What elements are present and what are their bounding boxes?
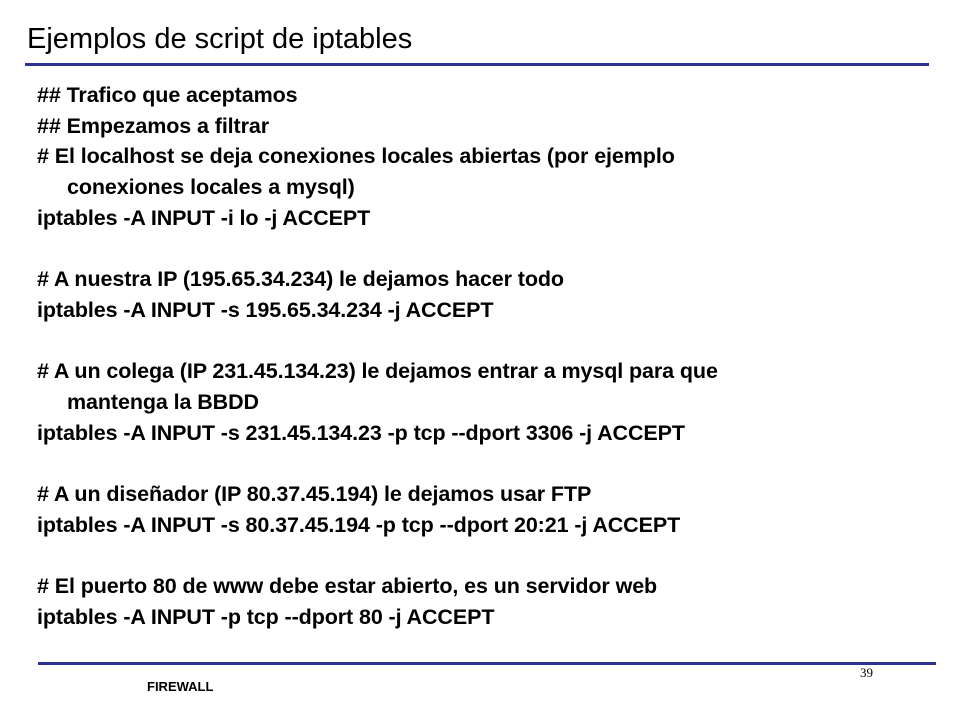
script-line: # El localhost se deja conexiones locales abiertas (por ejemplo — [37, 144, 675, 169]
footer-label: FIREWALL — [147, 679, 214, 694]
script-line: # A un diseñador (IP 80.37.45.194) le dejamos usar FTP — [37, 481, 592, 506]
script-line: iptables -A INPUT -s 231.45.134.23 -p tcp --dport 3306 -j ACCEPT — [37, 420, 685, 445]
script-line: # A nuestra IP (195.65.34.234) le dejamos hacer todo — [37, 267, 564, 292]
blank-line — [37, 448, 917, 479]
page-number: 39 — [860, 665, 873, 680]
script-line: iptables -A INPUT -i lo -j ACCEPT — [37, 205, 371, 230]
script-line: ## Empezamos a filtrar — [37, 113, 270, 138]
footer-divider — [38, 662, 936, 665]
script-line: iptables -A INPUT -s 80.37.45.194 -p tcp --dport 20:21 -j ACCEPT — [37, 512, 681, 537]
script-body — [37, 80, 917, 632]
blank-line — [37, 540, 917, 571]
blank-line — [37, 233, 917, 264]
title-divider — [25, 63, 929, 66]
slide-title: Ejemplos de script de iptables — [27, 23, 413, 55]
script-line: mantenga la BBDD — [67, 389, 259, 414]
script-line: iptables -A INPUT -s 195.65.34.234 -j ACCEPT — [37, 297, 494, 322]
script-line: # A un colega (IP 231.45.134.23) le dejamos entrar a mysql para que — [37, 359, 718, 384]
script-line: ## Trafico que aceptamos — [37, 83, 298, 107]
script-line: # El puerto 80 de www debe estar abierto, es un servidor web — [37, 574, 658, 598]
script-line: conexiones locales a mysql) — [67, 175, 355, 200]
blank-line — [37, 326, 917, 357]
script-line: iptables -A INPUT -p tcp --dport 80 -j ACCEPT — [37, 604, 495, 629]
